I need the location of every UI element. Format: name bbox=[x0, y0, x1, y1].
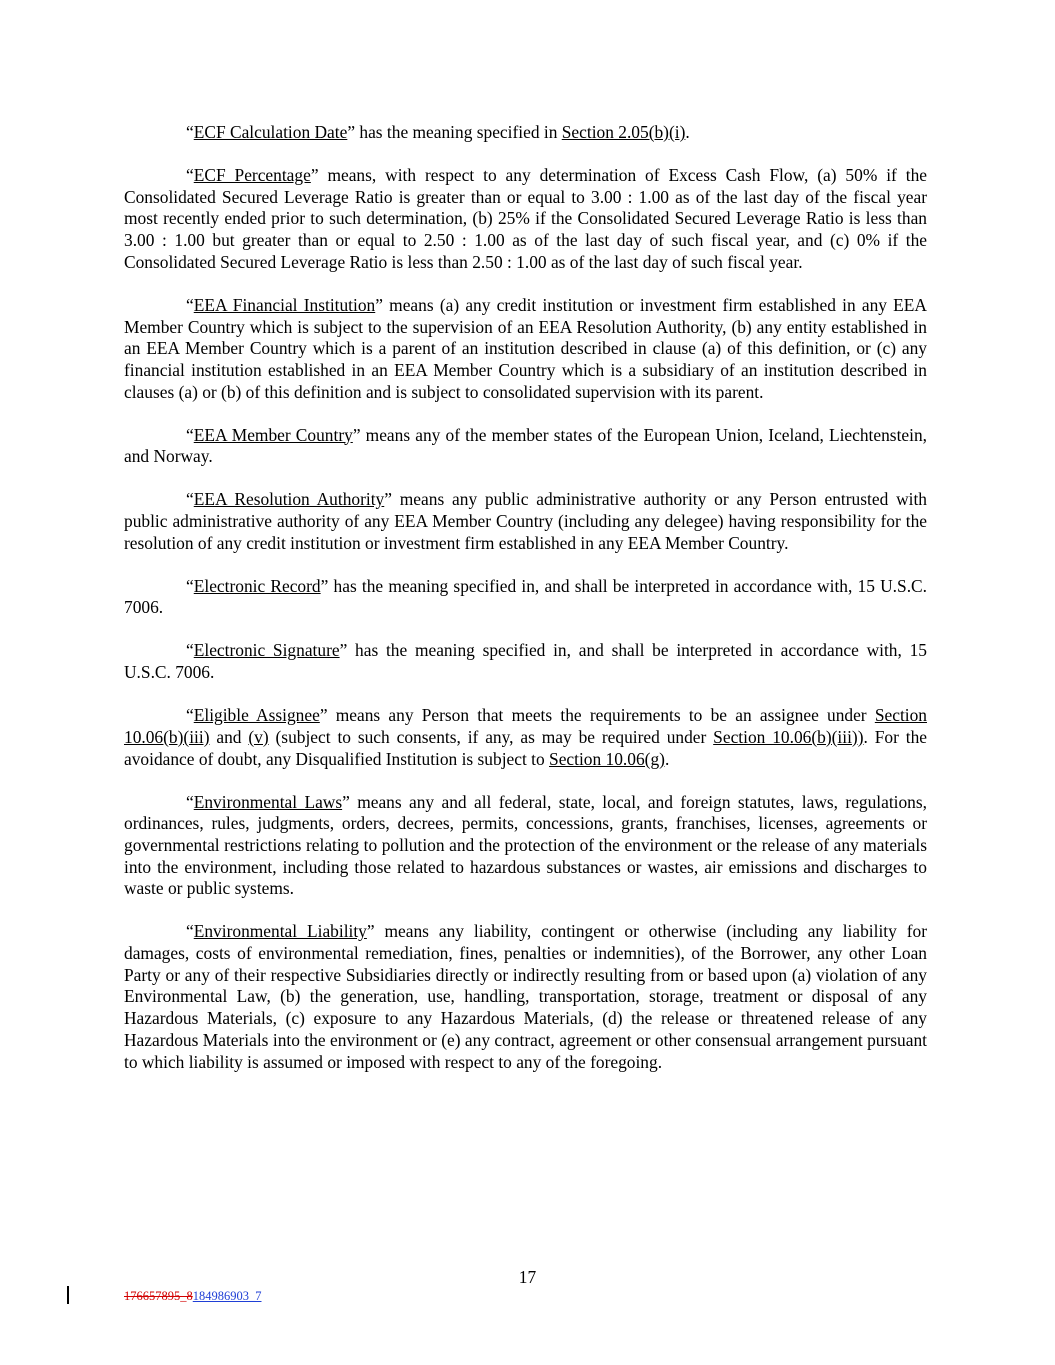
definition-text: ” means any liability, contingent or otherwise (including any liability for damages, costs of environmental remediation, fines, penalties or indemnities), of the Borrower, any other Loan Party or any of their respective Subsidiaries directly or indirectly resulting from or based upon (a) violation of any Environmental Law, (b) the generation, use, handling, transportation, storage, treatment or disposal of any Hazardous Materials, (c) exposure to any Hazardous Materials, (d) the release or threatened release of any Hazardous Materials into the environment or (e) any contract, agreement or other consensual arrangement pursuant to which liability is assumed or imposed with respect to any of the foregoing. bbox=[124, 921, 927, 1072]
definition-eea-member-country bbox=[124, 425, 927, 468]
definition-electronic-record bbox=[124, 576, 927, 619]
definition-electronic-signature bbox=[124, 640, 927, 683]
section-reference: Section 2.05(b)(i) bbox=[561, 122, 686, 142]
definition-text: ” has the meaning specified in, and shall be interpreted in accordance with, 15 U.S.C. 7006. bbox=[124, 640, 927, 683]
definition-environmental-laws bbox=[124, 792, 927, 901]
open-quote: “ bbox=[186, 791, 194, 812]
defined-term: Environmental Liability bbox=[193, 921, 367, 942]
definition-tail: . bbox=[664, 748, 670, 769]
definition-text: ” has the meaning specified in bbox=[347, 122, 562, 142]
definitions-body bbox=[124, 122, 927, 1095]
definition-text: ” means any of the member states of the European Union, Iceland, Liechtenstein, and Norway. bbox=[124, 424, 927, 467]
definition-tail: . bbox=[685, 122, 690, 142]
definition-text: ” means any public administrative authority or any Person entrusted with public administrative authority of any EEA Member Country (including any delegee) having responsibility for the resolution of any credit institution or investment firm established in any EEA Member Country. bbox=[124, 489, 927, 553]
definition-eea-resolution-authority bbox=[124, 489, 927, 554]
section-reference: (v) bbox=[248, 726, 269, 747]
defined-term: Electronic Record bbox=[193, 575, 321, 596]
section-reference: Section 10.06(g) bbox=[549, 748, 665, 769]
open-quote: “ bbox=[186, 640, 194, 661]
open-quote: “ bbox=[186, 294, 194, 315]
defined-term: EEA Resolution Authority bbox=[193, 489, 385, 510]
doc-id-inserted: 184986903_7 bbox=[192, 1289, 262, 1303]
open-quote: “ bbox=[186, 705, 194, 726]
change-bar bbox=[67, 1286, 69, 1304]
definition-text: ” has the meaning specified in, and shall be interpreted in accordance with, 15 U.S.C. 7006. bbox=[124, 575, 927, 618]
page-number: 17 bbox=[518, 1267, 537, 1287]
defined-term: ECF Calculation Date bbox=[193, 122, 348, 142]
doc-id-deleted: 176657895_8 bbox=[124, 1289, 193, 1303]
defined-term: Electronic Signature bbox=[193, 640, 340, 661]
open-quote: “ bbox=[186, 489, 194, 510]
definition-text: ” means, with respect to any determination of Excess Cash Flow, (a) 50% if the Consolidated Secured Leverage Ratio is greater than or equal to 3.00 : 1.00 as of the last day of the fiscal year most recently ended prior to such determination, (b) 25% if the Consolidated Secured Leverage Ratio is less than 3.00 : 1.00 but greater than or equal to 2.50 : 1.00 as of the last day of such fiscal year, and (c) 0% if the Consolidated Secured Leverage Ratio is less than 2.50 : 1.00 as of the last day of such fiscal year. bbox=[124, 165, 927, 272]
open-quote: “ bbox=[186, 122, 194, 142]
defined-term: ECF Percentage bbox=[193, 165, 311, 185]
definition-text: ” means any Person that meets the requirements to be an assignee under bbox=[319, 705, 875, 726]
definition-ecf-percentage bbox=[124, 165, 927, 274]
definition-text: (subject to such consents, if any, as may be required under bbox=[268, 726, 714, 747]
section-reference: Section 10.06(b)(iii)) bbox=[713, 726, 864, 747]
definition-eea-financial-institution bbox=[124, 295, 927, 404]
defined-term: EEA Financial Institution bbox=[193, 294, 376, 315]
open-quote: “ bbox=[186, 424, 194, 445]
open-quote: “ bbox=[186, 921, 194, 942]
section-reference: Section 10.06(b)(iii) bbox=[124, 705, 927, 747]
definition-text: ” means (a) any credit institution or investment firm established in any EEA Member Country which is subject to the supervision of an EEA Resolution Authority, (b) any entity established in an EEA Member Country which is a parent of an institution described in clause (a) of this definition, or (c) any financial institution established in an EEA Member Country which is a subsidiary of an institution described in clauses (a) or (b) of this definition and is subject to consolidated supervision with its parent. bbox=[124, 294, 927, 402]
conjunction: and bbox=[209, 726, 249, 747]
open-quote: “ bbox=[186, 575, 194, 596]
document-id bbox=[124, 1289, 262, 1303]
definition-eligible-assignee bbox=[124, 705, 927, 770]
definition-ecf-calculation-date bbox=[124, 122, 927, 144]
defined-term: Eligible Assignee bbox=[193, 705, 320, 726]
open-quote: “ bbox=[186, 165, 194, 185]
definition-text: ” means any and all federal, state, local, and foreign statutes, laws, regulations, ordinances, rules, judgments, orders, decrees, permits, concessions, grants, franchises, licenses, agreements or governmental restrictions relating to pollution and the protection of the environment or the release of any materials into the environment, including those related to hazardous substances or wastes, air emissions and discharges to waste or public systems. bbox=[124, 791, 927, 899]
defined-term: EEA Member Country bbox=[193, 424, 353, 445]
defined-term: Environmental Laws bbox=[193, 791, 343, 812]
definition-text: . For the avoidance of doubt, any Disqualified Institution is subject to bbox=[124, 726, 928, 769]
definition-environmental-liability bbox=[124, 921, 927, 1073]
